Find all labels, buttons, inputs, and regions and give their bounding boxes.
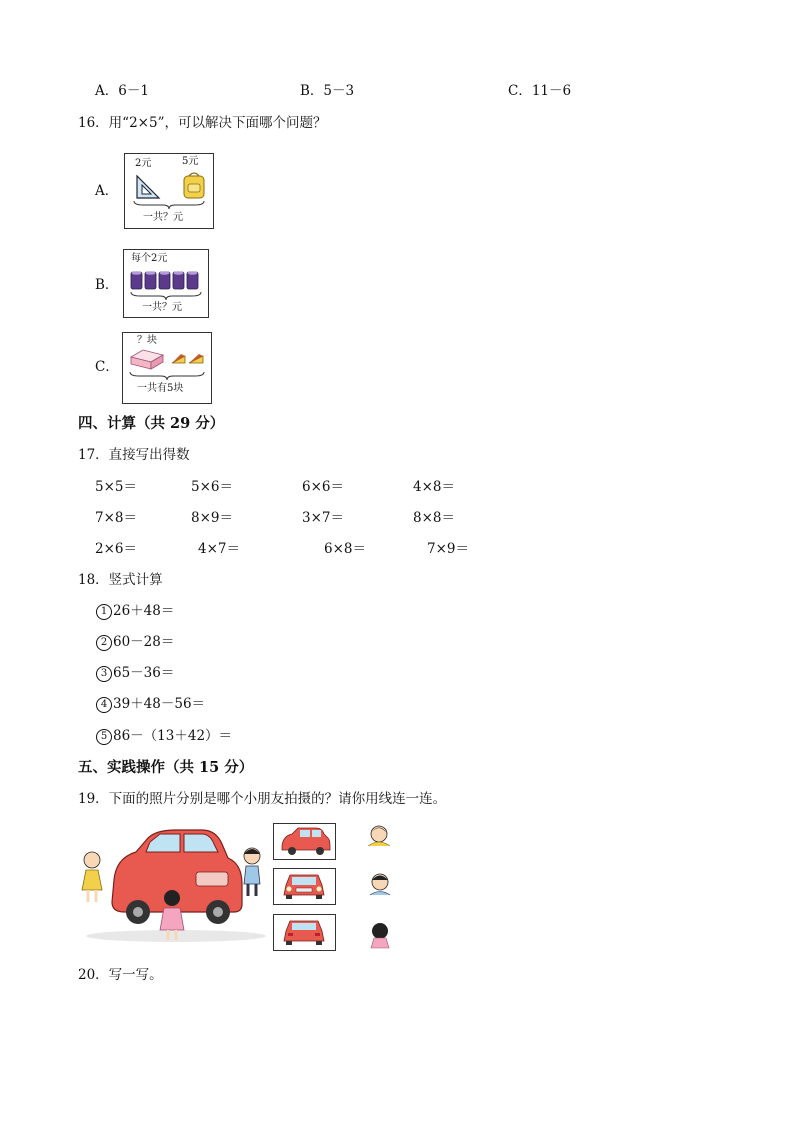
total-caption: 一共？元 — [142, 302, 182, 313]
price-label-right: 5元 — [182, 156, 199, 167]
car-scene-illustration — [76, 818, 268, 948]
q15-option-b: B．5－3 — [300, 83, 355, 99]
girl-left-figure — [82, 852, 102, 902]
q17-item: 7×8＝ — [95, 510, 137, 526]
q18-item: 1 26＋48＝ — [96, 602, 174, 620]
girl-portrait-icon — [364, 822, 394, 848]
q19-stem: 19．下面的照片分别是哪个小朋友拍摄的？请你用线连一连。 — [78, 791, 447, 807]
brace-icon — [130, 291, 202, 300]
unknown-count-label: ？块 — [137, 335, 157, 346]
boy-portrait-icon — [366, 870, 394, 896]
cake-slice-icon — [171, 351, 207, 365]
q16-option-a-label: A． — [95, 183, 119, 199]
q16-option-b-picture — [123, 249, 209, 318]
q16-option-c-label: C． — [95, 359, 119, 375]
girl-back-portrait-icon — [366, 920, 394, 950]
set-square-icon — [135, 174, 161, 200]
photo-back-view — [273, 914, 336, 951]
q17-item: 5×5＝ — [95, 479, 137, 495]
q17-item: 5×6＝ — [191, 479, 233, 495]
q17-item: 3×7＝ — [302, 510, 344, 526]
schoolbag-icon — [181, 170, 207, 200]
boy-right-figure — [244, 848, 260, 896]
q16-stem: 16．用“2×5”，可以解决下面哪个问题？ — [78, 115, 327, 131]
cake-icon — [129, 347, 165, 369]
q16-option-c-picture — [122, 332, 212, 404]
brace-icon — [133, 200, 205, 210]
q15-option-c: C．11－6 — [508, 83, 572, 99]
q17-item: 2×6＝ — [95, 541, 137, 557]
q17-item: 4×8＝ — [413, 479, 455, 495]
q18-stem: 18．竖式计算 — [78, 572, 163, 588]
q18-item: 4 39＋48－56＝ — [96, 695, 205, 713]
brace-icon — [129, 371, 205, 381]
q20-stem: 20．写一写。 — [78, 967, 163, 983]
q15-option-a: A．6－1 — [95, 83, 149, 99]
q16-option-b-label: B． — [95, 277, 119, 293]
cups-icon — [130, 269, 202, 291]
total-caption: 一共？元 — [143, 212, 183, 223]
total-caption: 一共有5块 — [137, 383, 184, 394]
q18-item: 5 86－（13＋42）＝ — [96, 727, 232, 745]
unit-price-label: 每个2元 — [131, 253, 168, 264]
q18-item: 2 60－28＝ — [96, 633, 174, 651]
q17-item: 8×8＝ — [413, 510, 455, 526]
q18-item: 3 65－36＝ — [96, 664, 174, 682]
q16-option-a-picture — [124, 153, 214, 229]
q17-item: 6×8＝ — [324, 541, 366, 557]
section-5-title: 五、实践操作（共 15 分） — [78, 759, 254, 776]
q17-item: 4×7＝ — [198, 541, 240, 557]
q17-item: 6×6＝ — [302, 479, 344, 495]
q17-item: 7×9＝ — [427, 541, 469, 557]
photo-front-view — [273, 868, 336, 905]
section-4-title: 四、计算（共 29 分） — [78, 415, 225, 432]
q17-item: 8×9＝ — [191, 510, 233, 526]
price-label-left: 2元 — [135, 158, 152, 169]
q17-stem: 17．直接写出得数 — [78, 447, 190, 463]
photo-side-view — [273, 823, 336, 860]
